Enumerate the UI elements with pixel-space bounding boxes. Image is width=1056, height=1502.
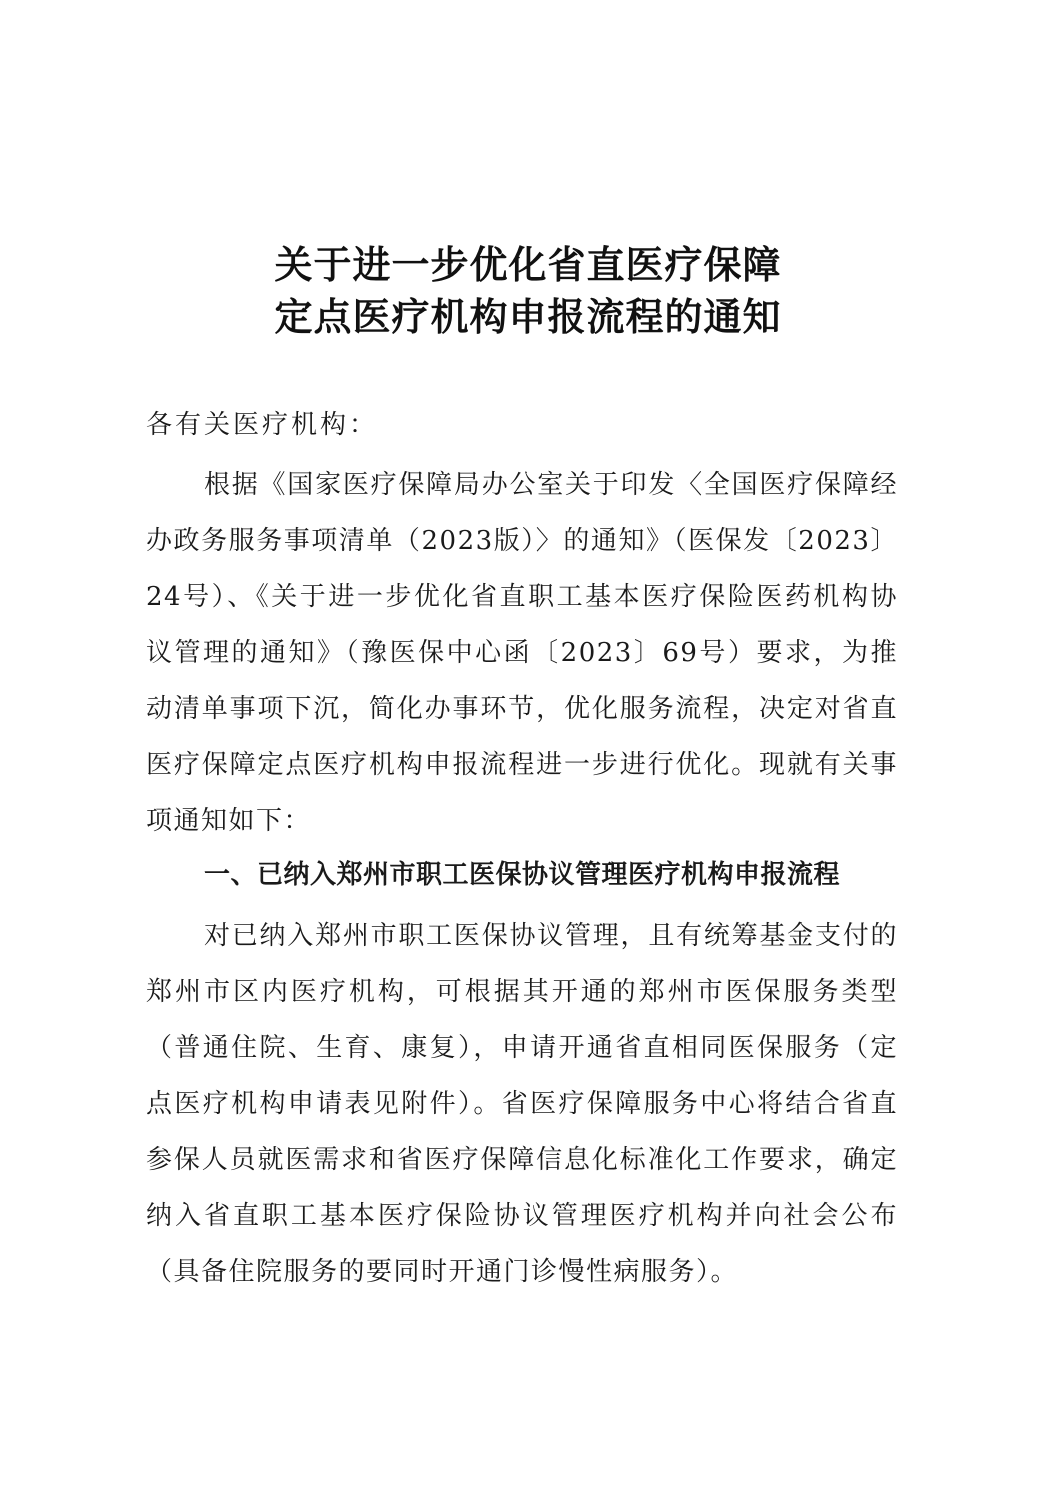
section-heading-1: 一、已纳入郑州市职工医保协议管理医疗机构申报流程 [204,860,841,890]
paragraph-intro: 根据《国家医疗保障局办公室关于印发〈全国医疗保障经办政务服务事项清单（2023版）〉的通知》（医保发〔2023〕24号）、《关于进一步优化省直职工基本医疗保险医药机构协议管理的通知》（豫医保中心函〔2023〕69号）要求，为推动清单事项下沉，简化办事环节，优化服务流程，决定对省直医疗保障定点医疗机构申报流程进一步进行优化。现就有关事项通知如下： [146,470,898,836]
salutation: 各有关医疗机构： [146,410,379,440]
document-title-line2: 定点医疗机构申报流程的通知 [274,295,782,339]
paragraph-section-1: 对已纳入郑州市职工医保协议管理，且有统筹基金支付的郑州市区内医疗机构，可根据其开通的郑州市医保服务类型（普通住院、生育、康复），申请开通省直相同医保服务（定点医疗机构申请表见附件）。省医疗保障服务中心将结合省直参保人员就医需求和省医疗保障信息化标准化工作要求，确定纳入省直职工基本医疗保险协议管理医疗机构并向社会公布（具备住院服务的要同时开通门诊慢性病服务）。 [146,921,898,1287]
document-title-line1: 关于进一步优化省直医疗保障 [274,243,782,287]
